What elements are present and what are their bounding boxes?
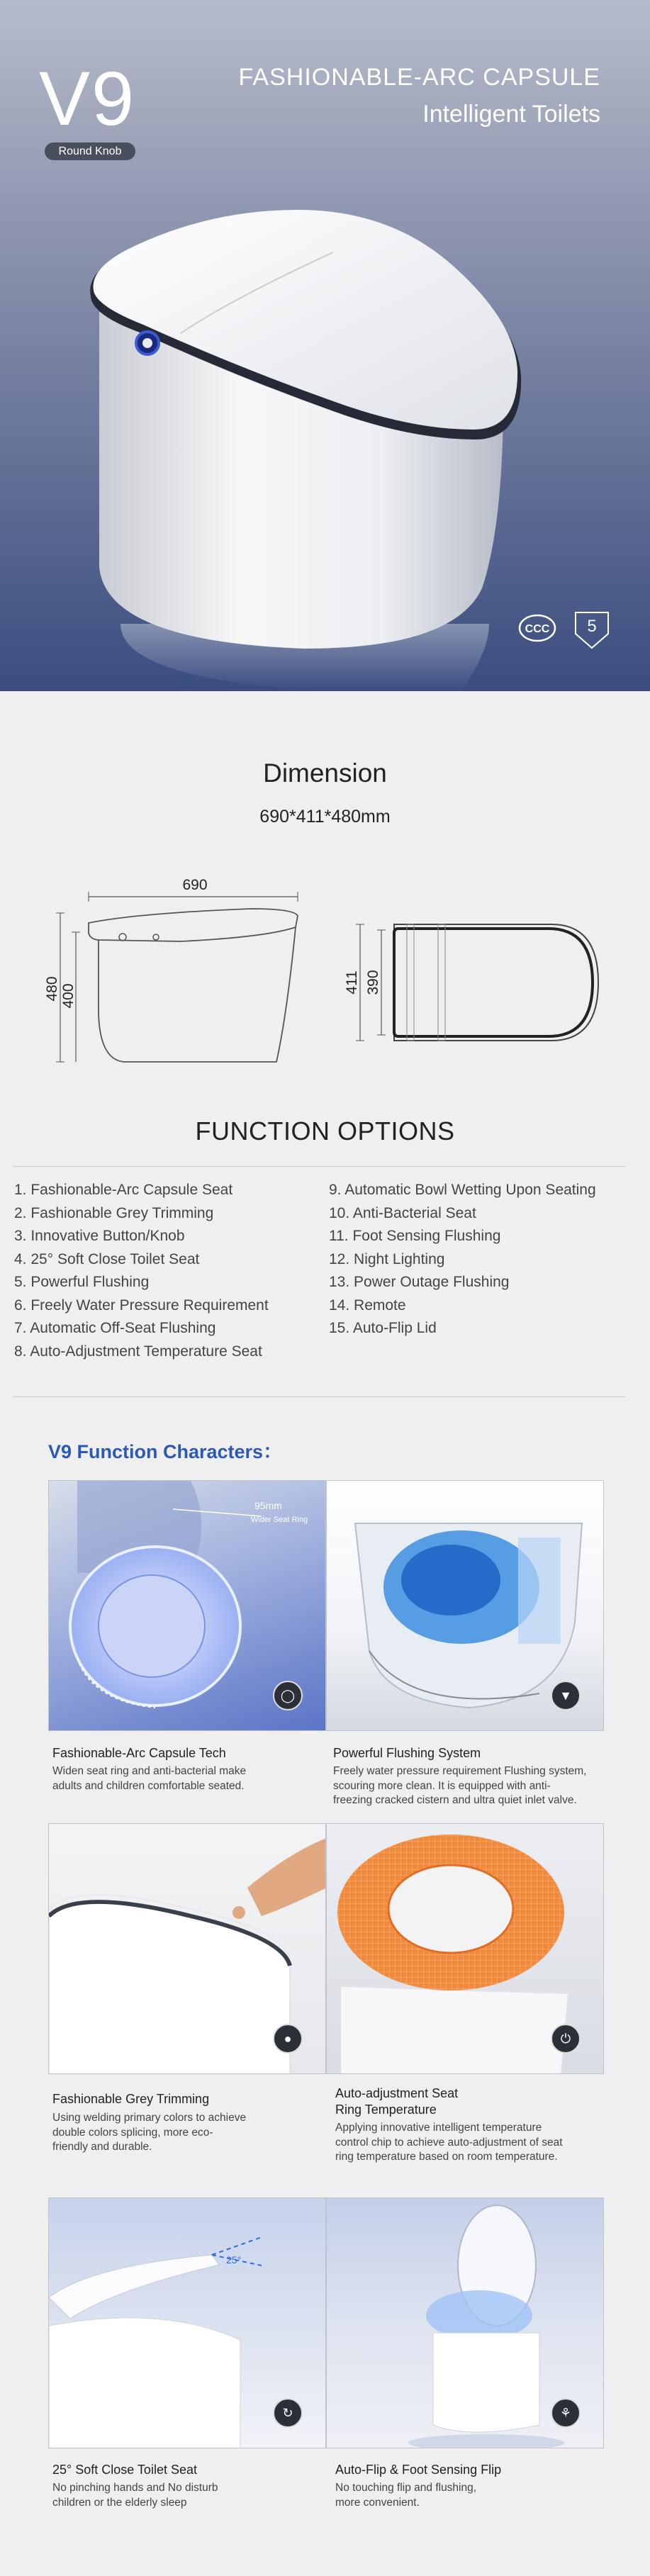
function-list-item: 12. Night Lighting [329,1250,445,1267]
feature-title: Auto-adjustment Seat Ring Temperature [335,2086,459,2117]
foot-icon: ⚘ [551,2398,581,2428]
function-list-item: 2. Fashionable Grey Trimming [14,1204,214,1221]
function-options-title: FUNCTION OPTIONS [195,1116,455,1146]
softclose-icon: ↻ [273,2398,303,2428]
side-view-diagram [39,872,308,1070]
model-name: V9 [39,55,136,141]
feature-image-grey-trimming [48,1823,326,2074]
svg-text:CCC: CCC [525,623,550,635]
feature-title: 25° Soft Close Toilet Seat [52,2463,197,2477]
seat-height-label: 400 [60,983,77,1009]
function-list-item: 14. Remote [329,1297,406,1314]
feature-image-soft-close [48,2197,326,2448]
feature-description: No touching flip and flushing, more convenient. [335,2482,477,2509]
feature-description: Applying innovative intelligent temperature control chip to achieve auto-adjustment of seat ring temperature based on room temperature. [335,2122,563,2163]
dimension-title: Dimension [263,758,387,788]
function-list-item: 13. Power Outage Flushing [329,1274,510,1290]
guarantee-number: 5 [587,617,597,636]
feature-description: Using welding primary colors to achieve double colors splicing, more eco- friendly and durable. [52,2112,247,2153]
feature-description: Freely water pressure requirement Flushing system, scouring more clean. It is equipped with anti- freezing cracked cistern and ultra quiet inlet valve. [333,1765,587,1806]
feature-title: Powerful Flushing System [333,1746,481,1760]
function-list-item: 6. Freely Water Pressure Requirement [14,1297,269,1314]
seat-width-caption: Wider Seat Ring [251,1516,308,1524]
seat-icon: ◯ [273,1681,303,1710]
ccc-certification-icon [517,613,557,643]
function-list-item: 11. Foot Sensing Flushing [329,1228,501,1244]
side-width-label: 690 [182,877,208,893]
feature-title: Fashionable Grey Trimming [52,2092,210,2106]
function-list-item: 7. Automatic Off-Seat Flushing [14,1320,216,1336]
function-characters-title: V9 Function Characters： [48,1441,283,1462]
function-list-item: 15. Auto-Flip Lid [329,1320,437,1336]
function-list-item: 9. Automatic Bowl Wetting Upon Seating [329,1182,596,1198]
seat-width-label: 95mm [254,1500,282,1511]
trim-icon: ● [273,2024,303,2054]
power-icon: ⏻ [551,2024,581,2054]
feature-image-auto-flip [326,2197,604,2448]
hero-banner [0,0,650,691]
top-inner-depth-label: 390 [365,970,381,995]
divider [13,1166,625,1167]
function-list-left [14,1179,269,1363]
function-list-item: 5. Powerful Flushing [14,1274,150,1290]
top-view-diagram [339,914,622,1049]
soft-close-angle-label: 25° [226,2254,242,2266]
feature-image-heated-seat [326,1823,604,2074]
hero-title: FASHIONABLE-ARC CAPSULE [238,64,600,91]
top-depth-label: 411 [344,970,360,995]
function-list-item: 8. Auto-Adjustment Temperature Seat [14,1343,262,1360]
guarantee-shield-icon [573,608,611,651]
feature-image-flushing [326,1480,604,1731]
function-list-item: 1. Fashionable-Arc Capsule Seat [14,1182,233,1198]
feature-description: No pinching hands and No disturb children or the elderly sleep [52,2482,218,2509]
function-list-item: 3. Innovative Button/Knob [14,1228,185,1244]
feature-title: Auto-Flip & Foot Sensing Flip [335,2463,502,2477]
function-list-item: 10. Anti-Bacterial Seat [329,1204,476,1221]
toilet-hero-image [0,0,650,691]
function-list-right [329,1179,596,1340]
dimension-size: 690*411*480mm [259,807,391,827]
knob-label: Round Knob [45,142,135,160]
feature-image-capsule-seat [48,1480,326,1731]
feature-description: Widen seat ring and anti-bacterial make adults and children comfortable seated. [52,1765,247,1792]
divider [13,1396,625,1397]
hero-subtitle: Intelligent Toilets [422,101,600,128]
flush-icon: ▼ [551,1681,581,1710]
side-height-label: 480 [44,976,60,1002]
feature-title: Fashionable-Arc Capsule Tech [52,1746,226,1760]
function-list-item: 4. 25° Soft Close Toilet Seat [14,1250,200,1267]
